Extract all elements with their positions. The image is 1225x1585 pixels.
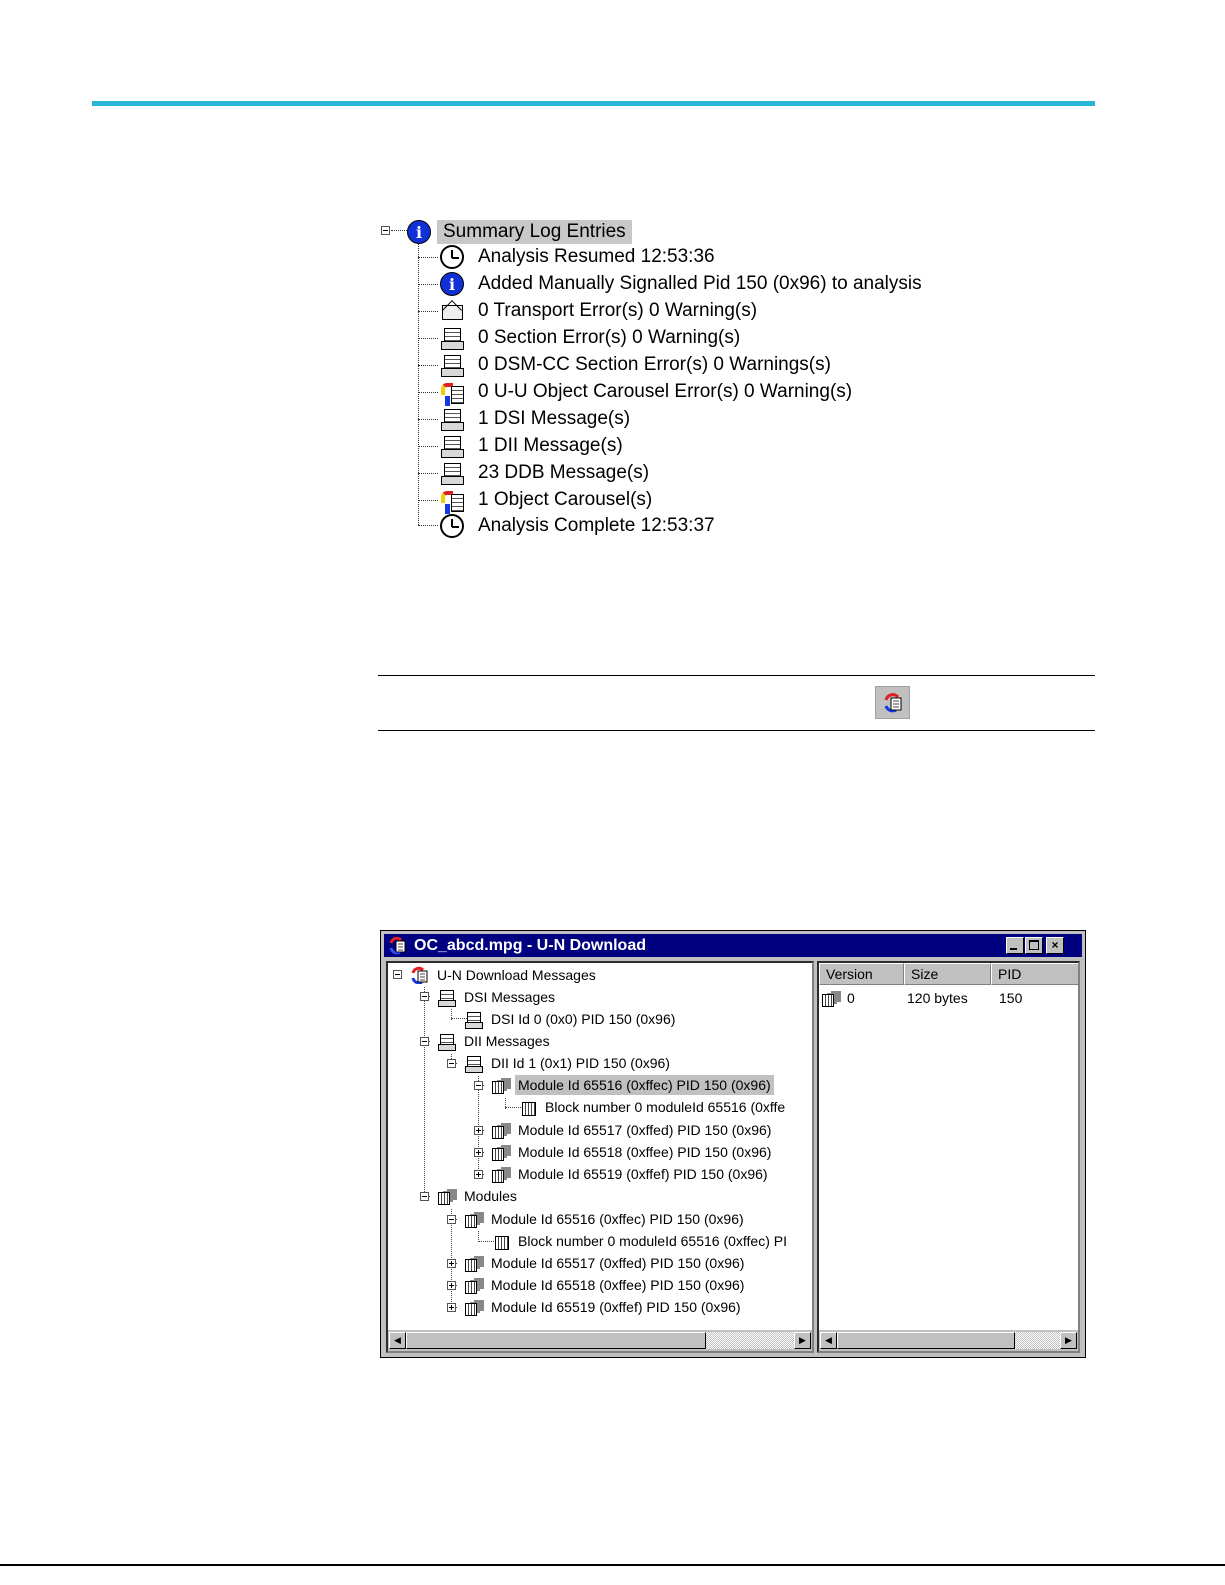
transport-icon <box>440 299 464 323</box>
column-header-pid[interactable]: PID <box>991 963 1080 985</box>
module-icon <box>464 1210 484 1228</box>
summary-log-root-label: Summary Log Entries <box>437 220 632 244</box>
tree-node-label: Module Id 65518 (0xffee) PID 150 (0x96) <box>491 1277 745 1293</box>
window-title: OC_abcd.mpg - U-N Download <box>414 937 646 954</box>
footer-rule <box>0 1564 1225 1566</box>
tree-node-label: DSI Id 0 (0x0) PID 150 (0x96) <box>491 1011 676 1027</box>
message-tree <box>388 963 812 1325</box>
tree-node-label: DII Id 1 (0x1) PID 150 (0x96) <box>491 1055 670 1071</box>
scroll-right-button[interactable]: ▶ <box>794 1332 811 1349</box>
column-header-size[interactable]: Size <box>904 963 991 985</box>
module-icon <box>491 1165 511 1183</box>
collapse-toggle[interactable] <box>420 1037 429 1046</box>
un-download-icon <box>388 936 408 955</box>
object-carousel-icon <box>440 488 464 512</box>
note-box <box>378 675 1095 731</box>
scroll-track[interactable] <box>406 1332 794 1349</box>
info-icon: i <box>440 272 464 296</box>
tree-node-label: Modules <box>464 1188 517 1204</box>
collapse-toggle[interactable] <box>393 970 402 979</box>
collapse-toggle[interactable] <box>474 1081 483 1090</box>
maximize-button[interactable] <box>1025 937 1043 954</box>
un-download-icon <box>882 692 906 714</box>
module-icon <box>491 1143 511 1161</box>
pid-cell: 150 <box>999 990 1023 1006</box>
message-icon <box>440 461 464 485</box>
expand-toggle[interactable] <box>474 1170 483 1179</box>
un-download-toolbar-button[interactable] <box>875 686 910 719</box>
close-button[interactable]: × <box>1046 937 1064 954</box>
log-entry-label: 0 Transport Error(s) 0 Warning(s) <box>478 300 758 321</box>
title-bar[interactable] <box>384 934 1082 957</box>
collapse-toggle[interactable] <box>447 1215 456 1224</box>
log-entry-label: Added Manually Signalled Pid 150 (0x96) to analysis <box>478 273 922 294</box>
expand-toggle[interactable] <box>447 1303 456 1312</box>
header-rule <box>92 101 1095 106</box>
tree-node-label: U-N Download Messages <box>437 967 596 983</box>
log-entry-label: 1 DSI Message(s) <box>478 408 631 429</box>
message-icon <box>440 407 464 431</box>
tree-node-label: Module Id 65517 (0xffed) PID 150 (0x96) <box>491 1255 745 1271</box>
tree-node-label: Block number 0 moduleId 65516 (0xffec) PI <box>518 1233 788 1249</box>
expand-toggle[interactable] <box>474 1126 483 1135</box>
log-entry-label: 1 DII Message(s) <box>478 435 623 456</box>
section-icon <box>440 326 464 350</box>
expand-toggle[interactable] <box>474 1148 483 1157</box>
collapse-toggle[interactable] <box>420 1192 429 1201</box>
module-icon <box>491 1121 511 1139</box>
block-icon <box>518 1098 538 1116</box>
expand-toggle[interactable] <box>447 1281 456 1290</box>
tree-node-label: Block number 0 moduleId 65516 (0xffe <box>545 1099 786 1115</box>
scroll-thumb[interactable] <box>837 1332 1015 1349</box>
scroll-left-button[interactable]: ◀ <box>820 1332 837 1349</box>
message-icon <box>437 988 457 1006</box>
list-row[interactable] <box>819 987 1078 1009</box>
list-header <box>819 963 1078 985</box>
un-download-icon <box>410 966 430 984</box>
scroll-left-button[interactable]: ◀ <box>389 1332 406 1349</box>
un-download-window <box>380 930 1086 1358</box>
clock-icon <box>440 514 464 538</box>
tree-node-label: Module Id 65516 (0xffec) PID 150 (0x96) <box>491 1211 744 1227</box>
message-icon <box>464 1010 484 1028</box>
version-cell: 0 <box>847 990 855 1006</box>
list-horizontal-scrollbar[interactable] <box>819 1330 1078 1351</box>
summary-log-tree <box>378 215 938 545</box>
message-icon <box>437 1032 457 1050</box>
module-icon <box>464 1276 484 1294</box>
tree-node-label: Module Id 65519 (0xffef) PID 150 (0x96) <box>491 1299 741 1315</box>
block-icon <box>491 1232 511 1250</box>
message-icon <box>464 1054 484 1072</box>
module-icon <box>821 989 841 1007</box>
tree-node-label: DSI Messages <box>464 989 556 1005</box>
tree-node-label: Module Id 65519 (0xffef) PID 150 (0x96) <box>518 1166 768 1182</box>
collapse-toggle[interactable] <box>381 226 390 235</box>
tree-node-label: Module Id 65518 (0xffee) PID 150 (0x96) <box>518 1144 772 1160</box>
log-entry-label: Analysis Complete 12:53:37 <box>478 515 715 536</box>
module-icon <box>491 1076 511 1094</box>
log-entry-label: 1 Object Carousel(s) <box>478 489 653 510</box>
tree-node-label: DII Messages <box>464 1033 550 1049</box>
expand-toggle[interactable] <box>447 1259 456 1268</box>
message-tree-pane[interactable] <box>386 961 814 1353</box>
collapse-toggle[interactable] <box>420 992 429 1001</box>
message-icon <box>440 434 464 458</box>
log-entry-label: 0 U-U Object Carousel Error(s) 0 Warning(s) <box>478 381 853 402</box>
module-icon <box>464 1254 484 1272</box>
scroll-track[interactable] <box>837 1332 1060 1349</box>
size-cell: 120 bytes <box>907 990 968 1006</box>
column-header-version[interactable]: Version <box>819 963 904 985</box>
dsmcc-section-icon <box>440 353 464 377</box>
collapse-toggle[interactable] <box>447 1059 456 1068</box>
tree-node-label: Module Id 65516 (0xffec) PID 150 (0x96) <box>515 1075 774 1095</box>
object-carousel-icon <box>440 380 464 404</box>
minimize-button[interactable] <box>1006 937 1024 954</box>
log-entry-label: 0 DSM-CC Section Error(s) 0 Warnings(s) <box>478 354 831 375</box>
scroll-right-button[interactable]: ▶ <box>1060 1332 1077 1349</box>
details-list-pane[interactable] <box>817 961 1080 1353</box>
log-entry-label: 0 Section Error(s) 0 Warning(s) <box>478 327 741 348</box>
clock-icon <box>440 245 464 269</box>
scroll-thumb[interactable] <box>406 1332 706 1349</box>
tree-node-label: Module Id 65517 (0xffed) PID 150 (0x96) <box>518 1122 772 1138</box>
tree-horizontal-scrollbar[interactable] <box>388 1330 812 1351</box>
log-entry-label: 23 DDB Message(s) <box>478 462 650 483</box>
log-entry-label: Analysis Resumed 12:53:36 <box>478 246 715 267</box>
info-icon: i <box>407 220 431 244</box>
module-icon <box>437 1187 457 1205</box>
module-icon <box>464 1298 484 1316</box>
